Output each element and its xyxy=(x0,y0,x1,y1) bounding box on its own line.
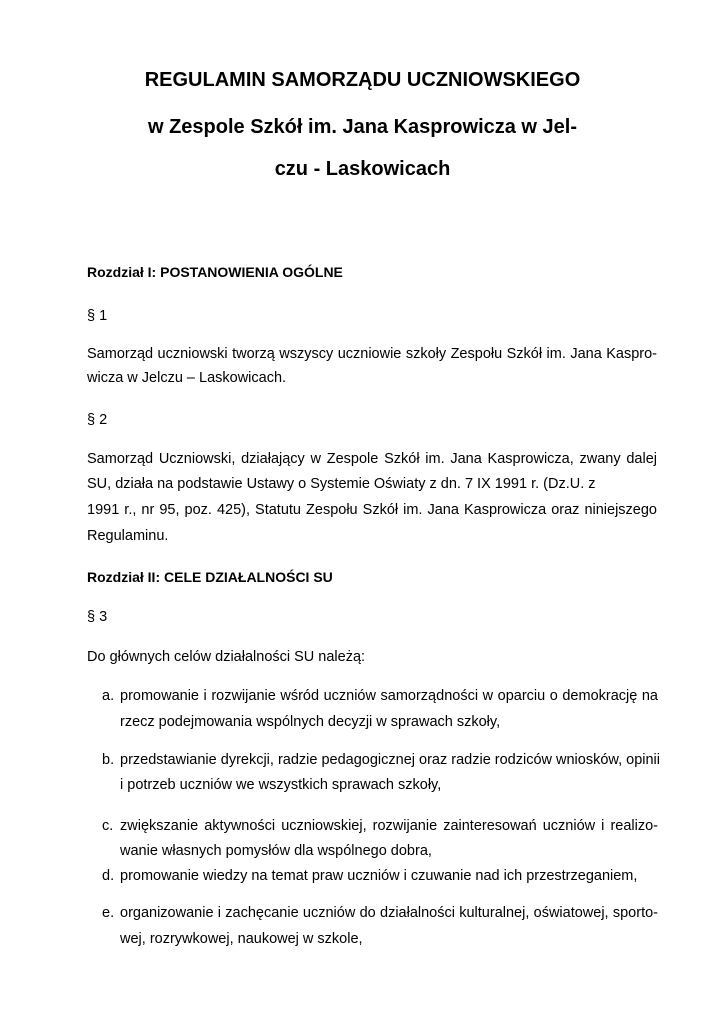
list-item-letter: e. xyxy=(102,905,115,921)
document-title-line-3: czu - Laskowicach xyxy=(274,158,451,180)
list-item-letter: d. xyxy=(102,868,115,884)
section-3-intro: Do głównych celów działalności SU należą: xyxy=(87,649,366,665)
list-item-a-line-2: rzecz podejmowania wspólnych decyzji w sprawach szkoły, xyxy=(120,714,501,730)
list-item-c-line-1: zwiększanie aktywności uczniowskiej, rozwijanie zainteresowań uczniów i realizo- xyxy=(120,818,658,834)
section-2-text-line-4: Regulaminu. xyxy=(87,528,169,544)
list-item-e-line-1: organizowanie i zachęcanie uczniów do działalności kulturalnej, oświatowej, sporto- xyxy=(120,905,658,921)
list-item-letter: a. xyxy=(102,688,115,704)
section-3-mark: § 3 xyxy=(87,609,108,625)
list-item-e-line-2: wej, rozrywkowej, naukowej w szkole, xyxy=(120,931,363,947)
section-2-text-line-1: Samorząd Uczniowski, działający w Zespole Szkół im. Jana Kasprowicza, zwany dalej xyxy=(87,451,657,467)
document-title-line-2: w Zespole Szkół im. Jana Kasprowicza w Jel- xyxy=(147,116,578,138)
section-2-text-line-3: 1991 r., nr 95, poz. 425), Statutu Zespołu Szkół im. Jana Kasprowicza oraz niniejszego xyxy=(87,502,657,518)
section-1-text-line-2: wicza w Jelczu – Laskowicach. xyxy=(87,370,287,386)
list-item-letter: b. xyxy=(102,752,115,768)
chapter-1-heading: Rozdział I: POSTANOWIENIA OGÓLNE xyxy=(87,264,343,280)
list-item-d-line-1: promowanie wiedzy na temat praw uczniów i czuwanie nad ich przestrzeganiem, xyxy=(120,868,638,884)
list-item-b-line-1: przedstawianie dyrekcji, radzie pedagogicznej oraz radzie rodziców wniosków, opinii xyxy=(120,752,660,768)
chapter-2-heading: Rozdział II: CELE DZIAŁALNOŚCI SU xyxy=(87,569,333,585)
list-item-c-line-2: wanie własnych pomysłów dla wspólnego dobra, xyxy=(120,843,432,859)
list-item-a-line-1: promowanie i rozwijanie wśród uczniów samorządności w oparciu o demokrację na xyxy=(120,688,658,704)
section-2-text-line-2: SU, działa na podstawie Ustawy o Systemie Oświaty z dn. 7 IX 1991 r. (Dz.U. z xyxy=(87,476,596,492)
section-1-text-line-1: Samorząd uczniowski tworzą wszyscy uczniowie szkoły Zespołu Szkół im. Jana Kaspro- xyxy=(87,346,657,362)
document-title-line-1: REGULAMIN SAMORZĄDU UCZNIOWSKIEGO xyxy=(144,69,581,91)
list-item-letter: c. xyxy=(102,818,114,834)
section-1-mark: § 1 xyxy=(87,308,108,324)
list-item-b-line-2: i potrzeb uczniów we wszystkich sprawach szkoły, xyxy=(120,777,442,793)
section-2-mark: § 2 xyxy=(87,412,108,428)
